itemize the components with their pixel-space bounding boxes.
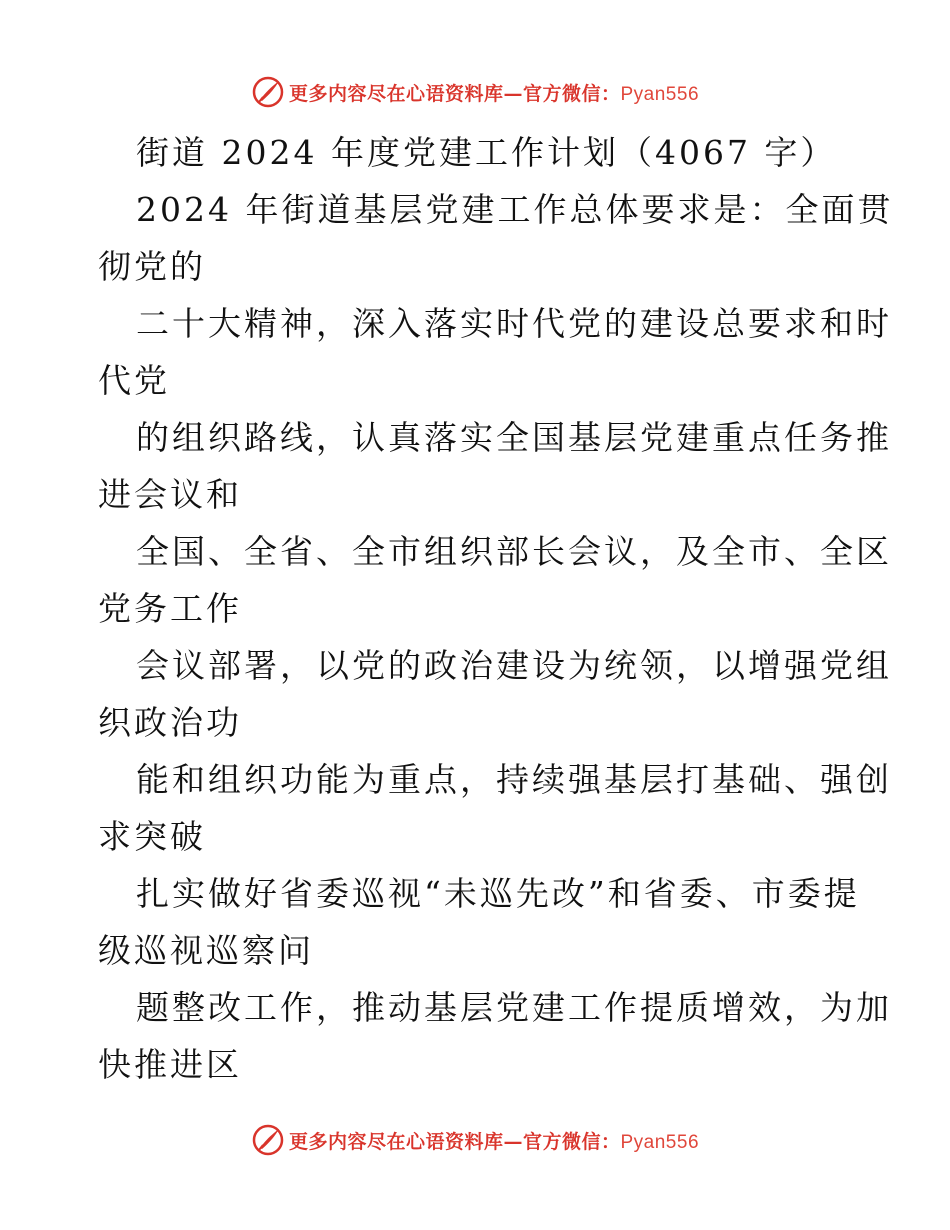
paragraph-line: 二十大精神，深入落实时代党的建设总要求和时 bbox=[136, 304, 892, 343]
document-body bbox=[98, 124, 894, 1093]
paragraph-line: 快推进区 bbox=[98, 1045, 242, 1084]
paragraph-line: 题整改工作，推动基层党建工作提质增效，为加 bbox=[136, 988, 892, 1027]
paragraph-line: 求突破 bbox=[98, 817, 206, 856]
watermark-text: 更多内容尽在心语资料库—官方微信：Pyan556 bbox=[288, 82, 700, 105]
paragraph-line: 彻党的 bbox=[98, 247, 206, 286]
paragraph-line: 2024 年街道基层党建工作总体要求是：全面贯 bbox=[136, 190, 894, 229]
document-title: 街道 2024 年度党建工作计划（4067 字） bbox=[136, 133, 837, 172]
footer-watermark bbox=[0, 1120, 950, 1160]
paragraph-line: 的组织路线，认真落实全国基层党建重点任务推 bbox=[136, 418, 892, 457]
paragraph-line: 扎实做好省委巡视“未巡先改”和省委、市委提 bbox=[136, 874, 860, 913]
paragraph-line: 进会议和 bbox=[98, 475, 242, 514]
quill-logo-icon bbox=[251, 75, 285, 109]
paragraph-line: 党务工作 bbox=[98, 589, 242, 628]
header-watermark bbox=[0, 72, 950, 112]
paragraph-line: 代党 bbox=[98, 361, 170, 400]
watermark-text: 更多内容尽在心语资料库—官方微信：Pyan556 bbox=[288, 1130, 700, 1153]
quill-logo-icon bbox=[251, 1123, 285, 1157]
paragraph-line: 全国、全省、全市组织部长会议，及全市、全区 bbox=[136, 532, 892, 571]
paragraph-line: 会议部署，以党的政治建设为统领，以增强党组 bbox=[136, 646, 892, 685]
paragraph-line: 能和组织功能为重点，持续强基层打基础、强创 bbox=[136, 760, 892, 799]
paragraph-line: 织政治功 bbox=[98, 703, 242, 742]
paragraph-line: 级巡视巡察问 bbox=[98, 931, 314, 970]
